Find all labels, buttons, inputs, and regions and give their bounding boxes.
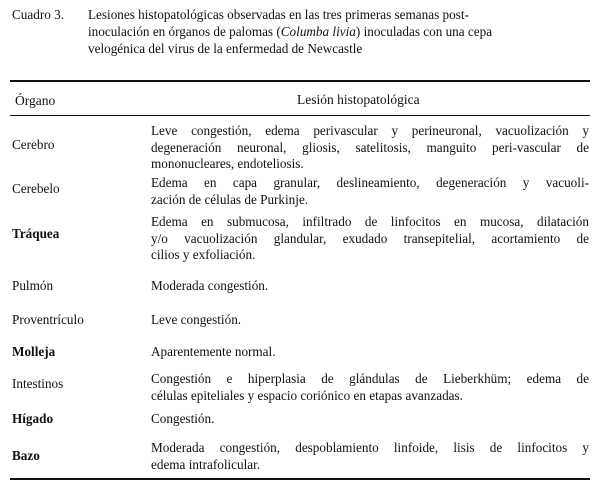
lesion-cell xyxy=(151,123,589,173)
organ-cell: Cerebelo xyxy=(12,181,60,196)
lesion-cell xyxy=(151,344,589,361)
lesion-cell xyxy=(151,440,589,473)
caption-line-3: velogénica del virus de la enfermedad de Newcastle xyxy=(88,41,363,56)
lesion-cell xyxy=(151,371,589,404)
header-organ: Órgano xyxy=(15,93,56,108)
caption-species-italic: Columba livia xyxy=(280,24,356,39)
lesion-line: Aparentemente normal. xyxy=(151,344,276,359)
lesion-line: degeneración neuronal, gliosis, satelitosis, manguito peri-vascular de xyxy=(151,139,589,155)
lesion-line: células epiteliales y espacio coriónico en etapas avanzadas. xyxy=(151,387,463,403)
caption-line-2 xyxy=(88,23,592,40)
lesion-line: Leve congestión, edema perivascular y perineuronal, vacuolización y xyxy=(151,123,589,138)
lesion-line: mononucleares, endoteliosis. xyxy=(151,156,304,171)
lesion-line: Moderada congestión, despoblamiento linfoide, lisis de linfocitos y xyxy=(151,440,589,455)
caption-line-2b: ) inoculadas con una cepa xyxy=(355,24,493,39)
organ-cell: Proventrículo xyxy=(12,312,84,327)
bottom-rule xyxy=(10,478,590,480)
lesion-line: Congestión e hiperplasia de glándulas de Lieberkhüm; edema de xyxy=(151,371,589,386)
caption-line-1: Lesiones histopatológicas observadas en las tres primeras semanas post- xyxy=(88,7,469,22)
top-rule xyxy=(10,80,590,82)
lesion-line: Edema en capa granular, deslineamiento, degeneración y vacuoli- xyxy=(151,175,589,190)
caption-text xyxy=(88,6,592,57)
organ-cell: Hígado xyxy=(12,411,54,426)
header-lesion: Lesión histopatológica xyxy=(297,92,420,107)
lesion-line: Congestión. xyxy=(151,411,215,426)
lesion-cell xyxy=(151,175,589,208)
header-rule xyxy=(10,115,590,116)
lesion-cell xyxy=(151,312,589,329)
lesion-cell xyxy=(151,278,589,295)
organ-cell: Intestinos xyxy=(12,376,64,391)
caption-line-2a: inoculación en órganos de palomas ( xyxy=(88,24,281,39)
organ-cell: Bazo xyxy=(12,448,40,463)
organ-cell: Molleja xyxy=(12,344,56,359)
organ-cell: Pulmón xyxy=(12,278,54,293)
lesion-line: cilios y exfoliación. xyxy=(151,247,256,262)
lesion-line: edema intrafolicular. xyxy=(151,456,261,472)
caption-label: Cuadro 3. xyxy=(12,7,65,22)
organ-cell: Tráquea xyxy=(12,226,60,241)
lesion-line: Moderada congestión. xyxy=(151,278,269,293)
lesion-line: Leve congestión. xyxy=(151,312,242,327)
lesion-cell xyxy=(151,214,589,264)
lesion-line: zación de células de Purkinje. xyxy=(151,191,309,207)
lesion-line: y/o vacuolización glandular, exudado transepitelial, acortamiento de xyxy=(151,230,589,246)
table-caption xyxy=(12,6,592,57)
lesion-cell xyxy=(151,411,589,428)
organ-cell: Cerebro xyxy=(12,137,55,152)
lesion-line: Edema en submucosa, infiltrado de linfocitos en mucosa, dilatación xyxy=(151,214,589,229)
